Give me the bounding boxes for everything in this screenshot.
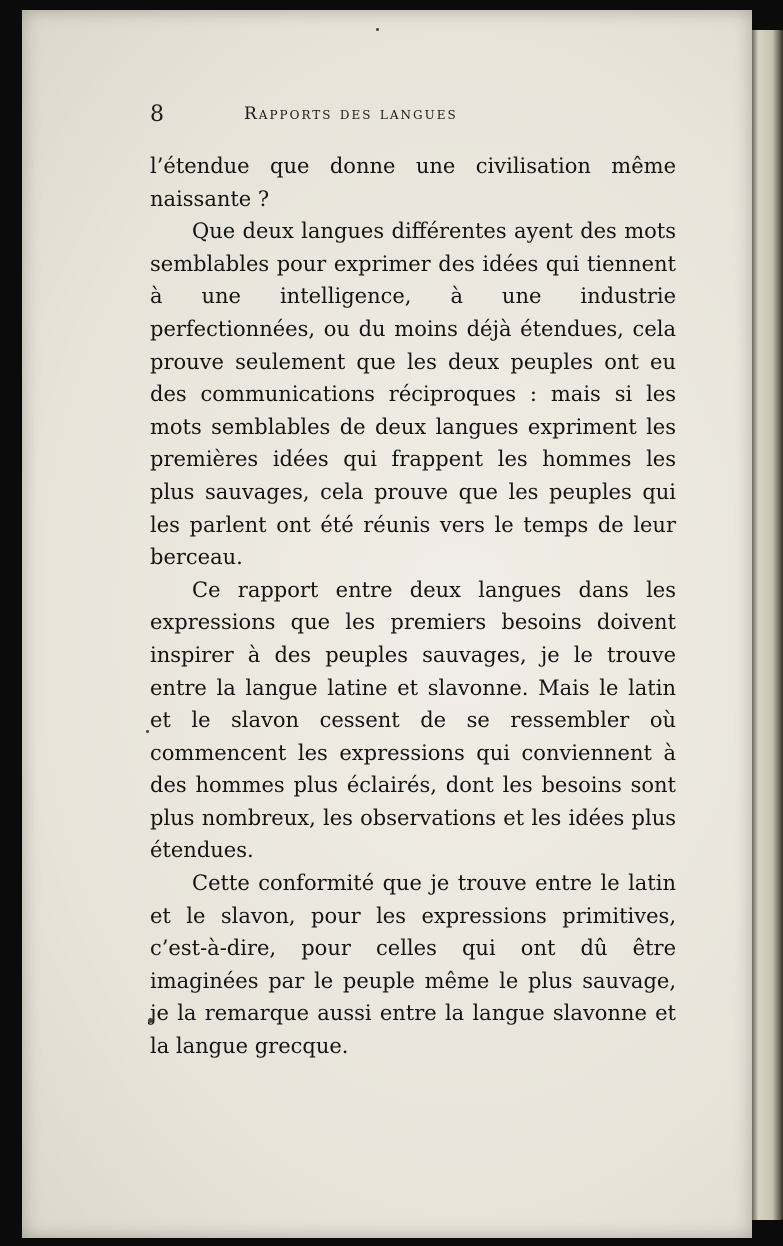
paper-speck bbox=[146, 730, 149, 733]
paragraph: Que deux langues différentes ayent des mots semblables pour exprimer des idées qui tiennent à une intelligence, à une industrie perfectionnées, ou du moins déjà étendues, cela prouve seulement que les deux peuples ont eu des communications réciproques : mais si les mots semblables de deux langues expriment les premières idées qui frappent les hommes les plus sauvages, cela prouve que les peuples qui les parlent ont été réunis vers le temps de leur berceau. bbox=[150, 219, 676, 570]
page-number: 8 bbox=[150, 102, 164, 127]
paragraph: l’étendue que donne une civilisation même naissante ? bbox=[150, 154, 676, 211]
paragraph: Cette conformité que je trouve entre le latin et le slavon, pour les expressions primitives, c’est-à-dire, pour celles qui ont dû être imaginées par le peuple même le plus sauvage, je la remarque aussi entre la langue slavonne et la langue grecque. bbox=[150, 871, 676, 1059]
book-edge bbox=[748, 30, 783, 1220]
page-header bbox=[150, 98, 670, 138]
body-text bbox=[150, 150, 676, 1063]
paper-speck bbox=[376, 28, 379, 31]
paragraph: Ce rapport entre deux langues dans les expressions que les premiers besoins doivent inspirer à des peuples sauvages, je le trouve entre la langue latine et slavonne. Mais le latin et le slavon cessent de se ressembler où commencent les expressions qui conviennent à des hommes plus éclairés, dont les besoins sont plus nombreux, les observations et les idées plus étendues. bbox=[150, 577, 676, 863]
running-title: Rapports des langues bbox=[244, 104, 458, 124]
